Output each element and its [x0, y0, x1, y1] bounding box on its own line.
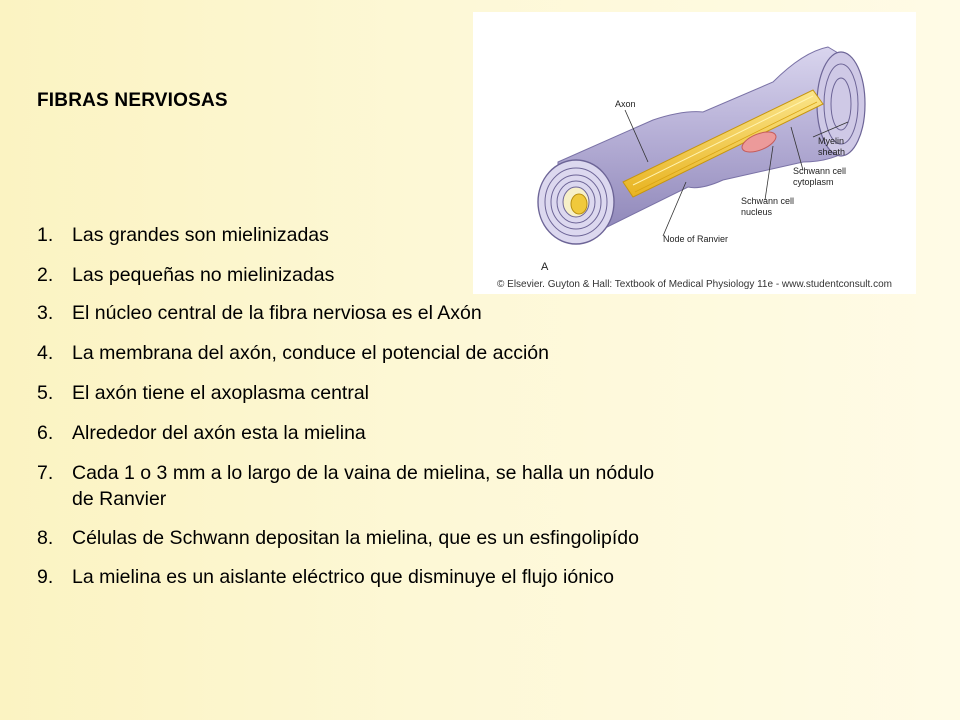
- item-number: 6.: [37, 422, 54, 444]
- item-text: Células de Schwann depositan la mielina, que es un esfingolipído: [72, 527, 639, 549]
- item-text: El axón tiene el axoplasma central: [72, 382, 370, 404]
- item-number: 4.: [37, 342, 54, 364]
- list-item: [37, 420, 677, 446]
- item-number: 2.: [37, 264, 54, 286]
- slide-title: FIBRAS NERVIOSAS: [37, 90, 228, 111]
- item-text: El núcleo central de la fibra nerviosa es el Axón: [72, 302, 482, 324]
- list-item: [37, 460, 677, 512]
- label-panel: A: [541, 261, 549, 273]
- item-text: Cada 1 o 3 mm a lo largo de la vaina de mielina, se halla un nódulo de Ranvier: [72, 462, 655, 510]
- label-schwann-nucleus-2: nucleus: [741, 207, 773, 217]
- item-text: Las grandes son mielinizadas: [72, 224, 329, 246]
- item-number: 7.: [37, 462, 54, 484]
- item-number: 8.: [37, 527, 54, 549]
- item-number: 3.: [37, 302, 54, 324]
- axon-cross-section: [571, 194, 587, 214]
- figure-credit: © Elsevier. Guyton & Hall: Textbook of Medical Physiology 11e - www.studentconsult.com: [497, 279, 892, 290]
- list-item: [37, 525, 677, 551]
- item-number: 9.: [37, 566, 54, 588]
- list-item: [37, 564, 677, 590]
- label-schwann-cytoplasm-2: cytoplasm: [793, 177, 834, 187]
- list-item: [37, 300, 677, 326]
- item-number: 1.: [37, 224, 54, 246]
- label-sheath: sheath: [818, 147, 846, 157]
- nerve-fiber-diagram: [473, 12, 916, 294]
- item-number: 5.: [37, 382, 54, 404]
- label-schwann-cytoplasm-1: Schwann cell: [793, 166, 847, 176]
- list-item: [37, 380, 677, 406]
- nerve-fiber-figure: [473, 12, 916, 294]
- item-text: La membrana del axón, conduce el potencial de acción: [72, 342, 549, 364]
- label-myelin: Myelin: [818, 136, 845, 146]
- item-text: La mielina es un aislante eléctrico que disminuye el flujo iónico: [72, 566, 614, 588]
- label-schwann-nucleus-1: Schwann cell: [741, 196, 795, 206]
- label-node-of-ranvier: Node of Ranvier: [663, 234, 729, 244]
- item-text: Alrededor del axón esta la mielina: [72, 422, 366, 444]
- item-text: Las pequeñas no mielinizadas: [72, 264, 335, 286]
- list-item: [37, 340, 677, 366]
- label-axon: Axon: [615, 99, 636, 109]
